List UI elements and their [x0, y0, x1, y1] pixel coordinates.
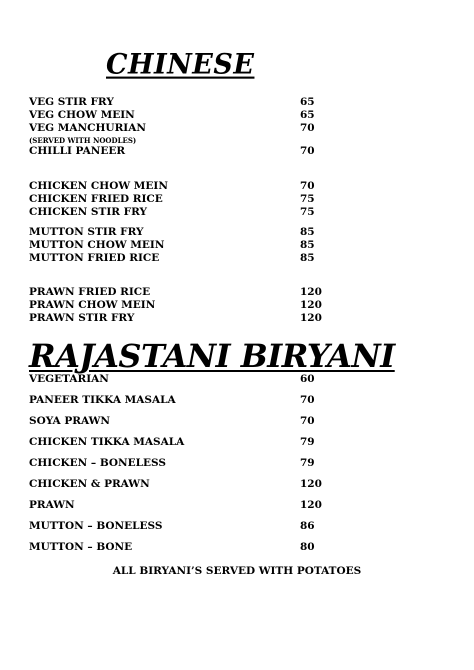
menu-item-price: 80 [300, 541, 315, 553]
menu-item [29, 477, 329, 491]
menu-item-price: 79 [300, 436, 315, 448]
menu-item-name: MUTTON STIR FRY [29, 226, 144, 238]
menu-item-price: 75 [300, 193, 315, 205]
menu-item-name: VEGETARIAN [29, 373, 109, 385]
menu-item [29, 121, 329, 135]
menu-item-name: PANEER TIKKA MASALA [29, 394, 176, 406]
menu-item-name: MUTTON CHOW MEIN [29, 239, 165, 251]
menu-item-name: CHICKEN & PRAWN [29, 478, 150, 490]
menu-item-price: 75 [300, 206, 315, 218]
menu-item [29, 108, 329, 122]
menu-item-price: 120 [300, 299, 322, 311]
menu-item-name: PRAWN CHOW MEIN [29, 299, 156, 311]
menu-item-name: CHICKEN CHOW MEIN [29, 180, 168, 192]
menu-item [29, 285, 329, 299]
menu-item-price: 70 [300, 180, 315, 192]
menu-item [29, 95, 329, 109]
menu-item-name: VEG CHOW MEIN [29, 109, 135, 121]
menu-item-price: 85 [300, 226, 315, 238]
menu-item-price: 65 [300, 96, 315, 108]
menu-item-price: 70 [300, 145, 315, 157]
menu-item-name: PRAWN [29, 499, 75, 511]
menu-item [29, 393, 329, 407]
chinese-section-title: CHINESE [106, 48, 255, 81]
menu-item-price: 120 [300, 286, 322, 298]
menu-item-name: CHICKEN TIKKA MASALA [29, 436, 185, 448]
menu-item [29, 498, 329, 512]
menu-item [29, 298, 329, 312]
biryani-potatoes-note: ALL BIRYANI’S SERVED WITH POTATOES [112, 565, 362, 577]
menu-item [29, 192, 329, 206]
menu-item-name: MUTTON – BONE [29, 541, 133, 553]
menu-item-price: 79 [300, 457, 315, 469]
menu-item [29, 144, 329, 158]
menu-item-name: CHILLI PANEER [29, 145, 126, 157]
menu-item [29, 435, 329, 449]
menu-item-price: 65 [300, 109, 315, 121]
menu-item [29, 372, 329, 386]
menu-item-name: VEG STIR FRY [29, 96, 114, 108]
menu-item [29, 414, 329, 428]
menu-item [29, 179, 329, 193]
menu-item-name: PRAWN FRIED RICE [29, 286, 151, 298]
menu-item-price: 60 [300, 373, 315, 385]
menu-item-price: 85 [300, 252, 315, 264]
menu-item-price: 120 [300, 499, 322, 511]
menu-item [29, 519, 329, 533]
menu-item-price: 120 [300, 312, 322, 324]
menu-item-price: 120 [300, 478, 322, 490]
menu-item-price: 70 [300, 415, 315, 427]
biryani-section-title: RAJASTANI BIRYANI [29, 337, 395, 375]
menu-item-price: 86 [300, 520, 315, 532]
menu-item [29, 225, 329, 239]
menu-item-name: PRAWN STIR FRY [29, 312, 135, 324]
menu-item-name: CHICKEN – BONELESS [29, 457, 166, 469]
menu-item-name: MUTTON – BONELESS [29, 520, 163, 532]
menu-item-name: CHICKEN STIR FRY [29, 206, 147, 218]
menu-item-name: MUTTON FRIED RICE [29, 252, 160, 264]
menu-item-name: VEG MANCHURIAN [29, 122, 146, 134]
menu-item-name: CHICKEN FRIED RICE [29, 193, 163, 205]
menu-item [29, 456, 329, 470]
menu-item [29, 251, 329, 265]
menu-item-price: 70 [300, 122, 315, 134]
served-with-noodles-note: (SERVED WITH NOODLES) [29, 136, 137, 145]
menu-item-price: 70 [300, 394, 315, 406]
menu-item [29, 238, 329, 252]
menu-item [29, 311, 329, 325]
menu-item [29, 205, 329, 219]
menu-item-price: 85 [300, 239, 315, 251]
menu-item-name: SOYA PRAWN [29, 415, 110, 427]
menu-item [29, 540, 329, 554]
